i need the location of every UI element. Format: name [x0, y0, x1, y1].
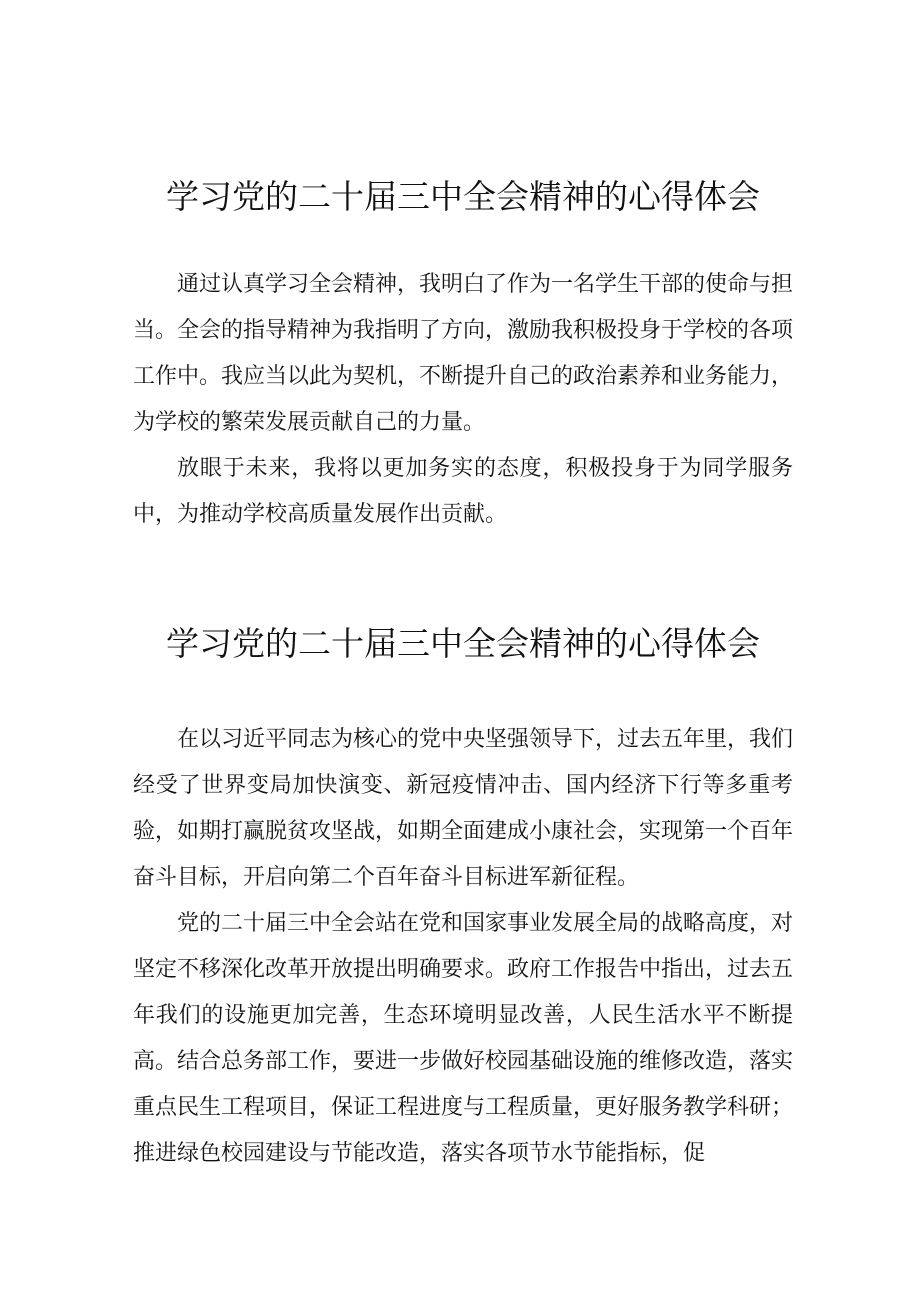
essay-body — [133, 717, 793, 1177]
body-paragraph: 通过认真学习全会精神，我明白了作为一名学生干部的使命与担当。全会的指导精神为我指明了方向，激励我积极投身于学校的各项工作中。我应当以此为契机，不断提升自己的政治素养和业务能力，为学校的繁荣发展贡献自己的力量。 — [133, 272, 794, 435]
essay-title: 学习党的二十届三中全会精神的心得体会 — [166, 177, 760, 216]
body-paragraph: 在以习近平同志为核心的党中央坚强领导下，过去五年里，我们经受了世界变局加快演变、新冠疫情冲击、国内经济下行等多重考验，如期打赢脱贫攻坚战，如期全面建成小康社会，实现第一个百年奋斗目标，开启向第二个百年奋斗目标进军新征程。 — [133, 727, 794, 890]
essay-title: 学习党的二十届三中全会精神的心得体会 — [166, 624, 760, 663]
essay-section-2 — [133, 619, 793, 1177]
essay-body — [133, 262, 793, 538]
essay-section-1 — [133, 172, 793, 538]
body-paragraph: 放眼于未来，我将以更加务实的态度，积极投身于为同学服务中，为推动学校高质量发展作出贡献。 — [133, 456, 793, 527]
body-paragraph: 党的二十届三中全会站在党和国家事业发展全局的战略高度，对坚定不移深化改革开放提出明确要求。政府工作报告中指出，过去五年我们的设施更加完善，生态环境明显改善，人民生活水平不断提高。结合总务部工作，要进一步做好校园基础设施的维修改造，落实重点民生工程项目，保证工程进度与工程质量，更好服务教学科研；推进绿色校园建设与节能改造，落实各项节水节能指标，促 — [133, 911, 794, 1166]
